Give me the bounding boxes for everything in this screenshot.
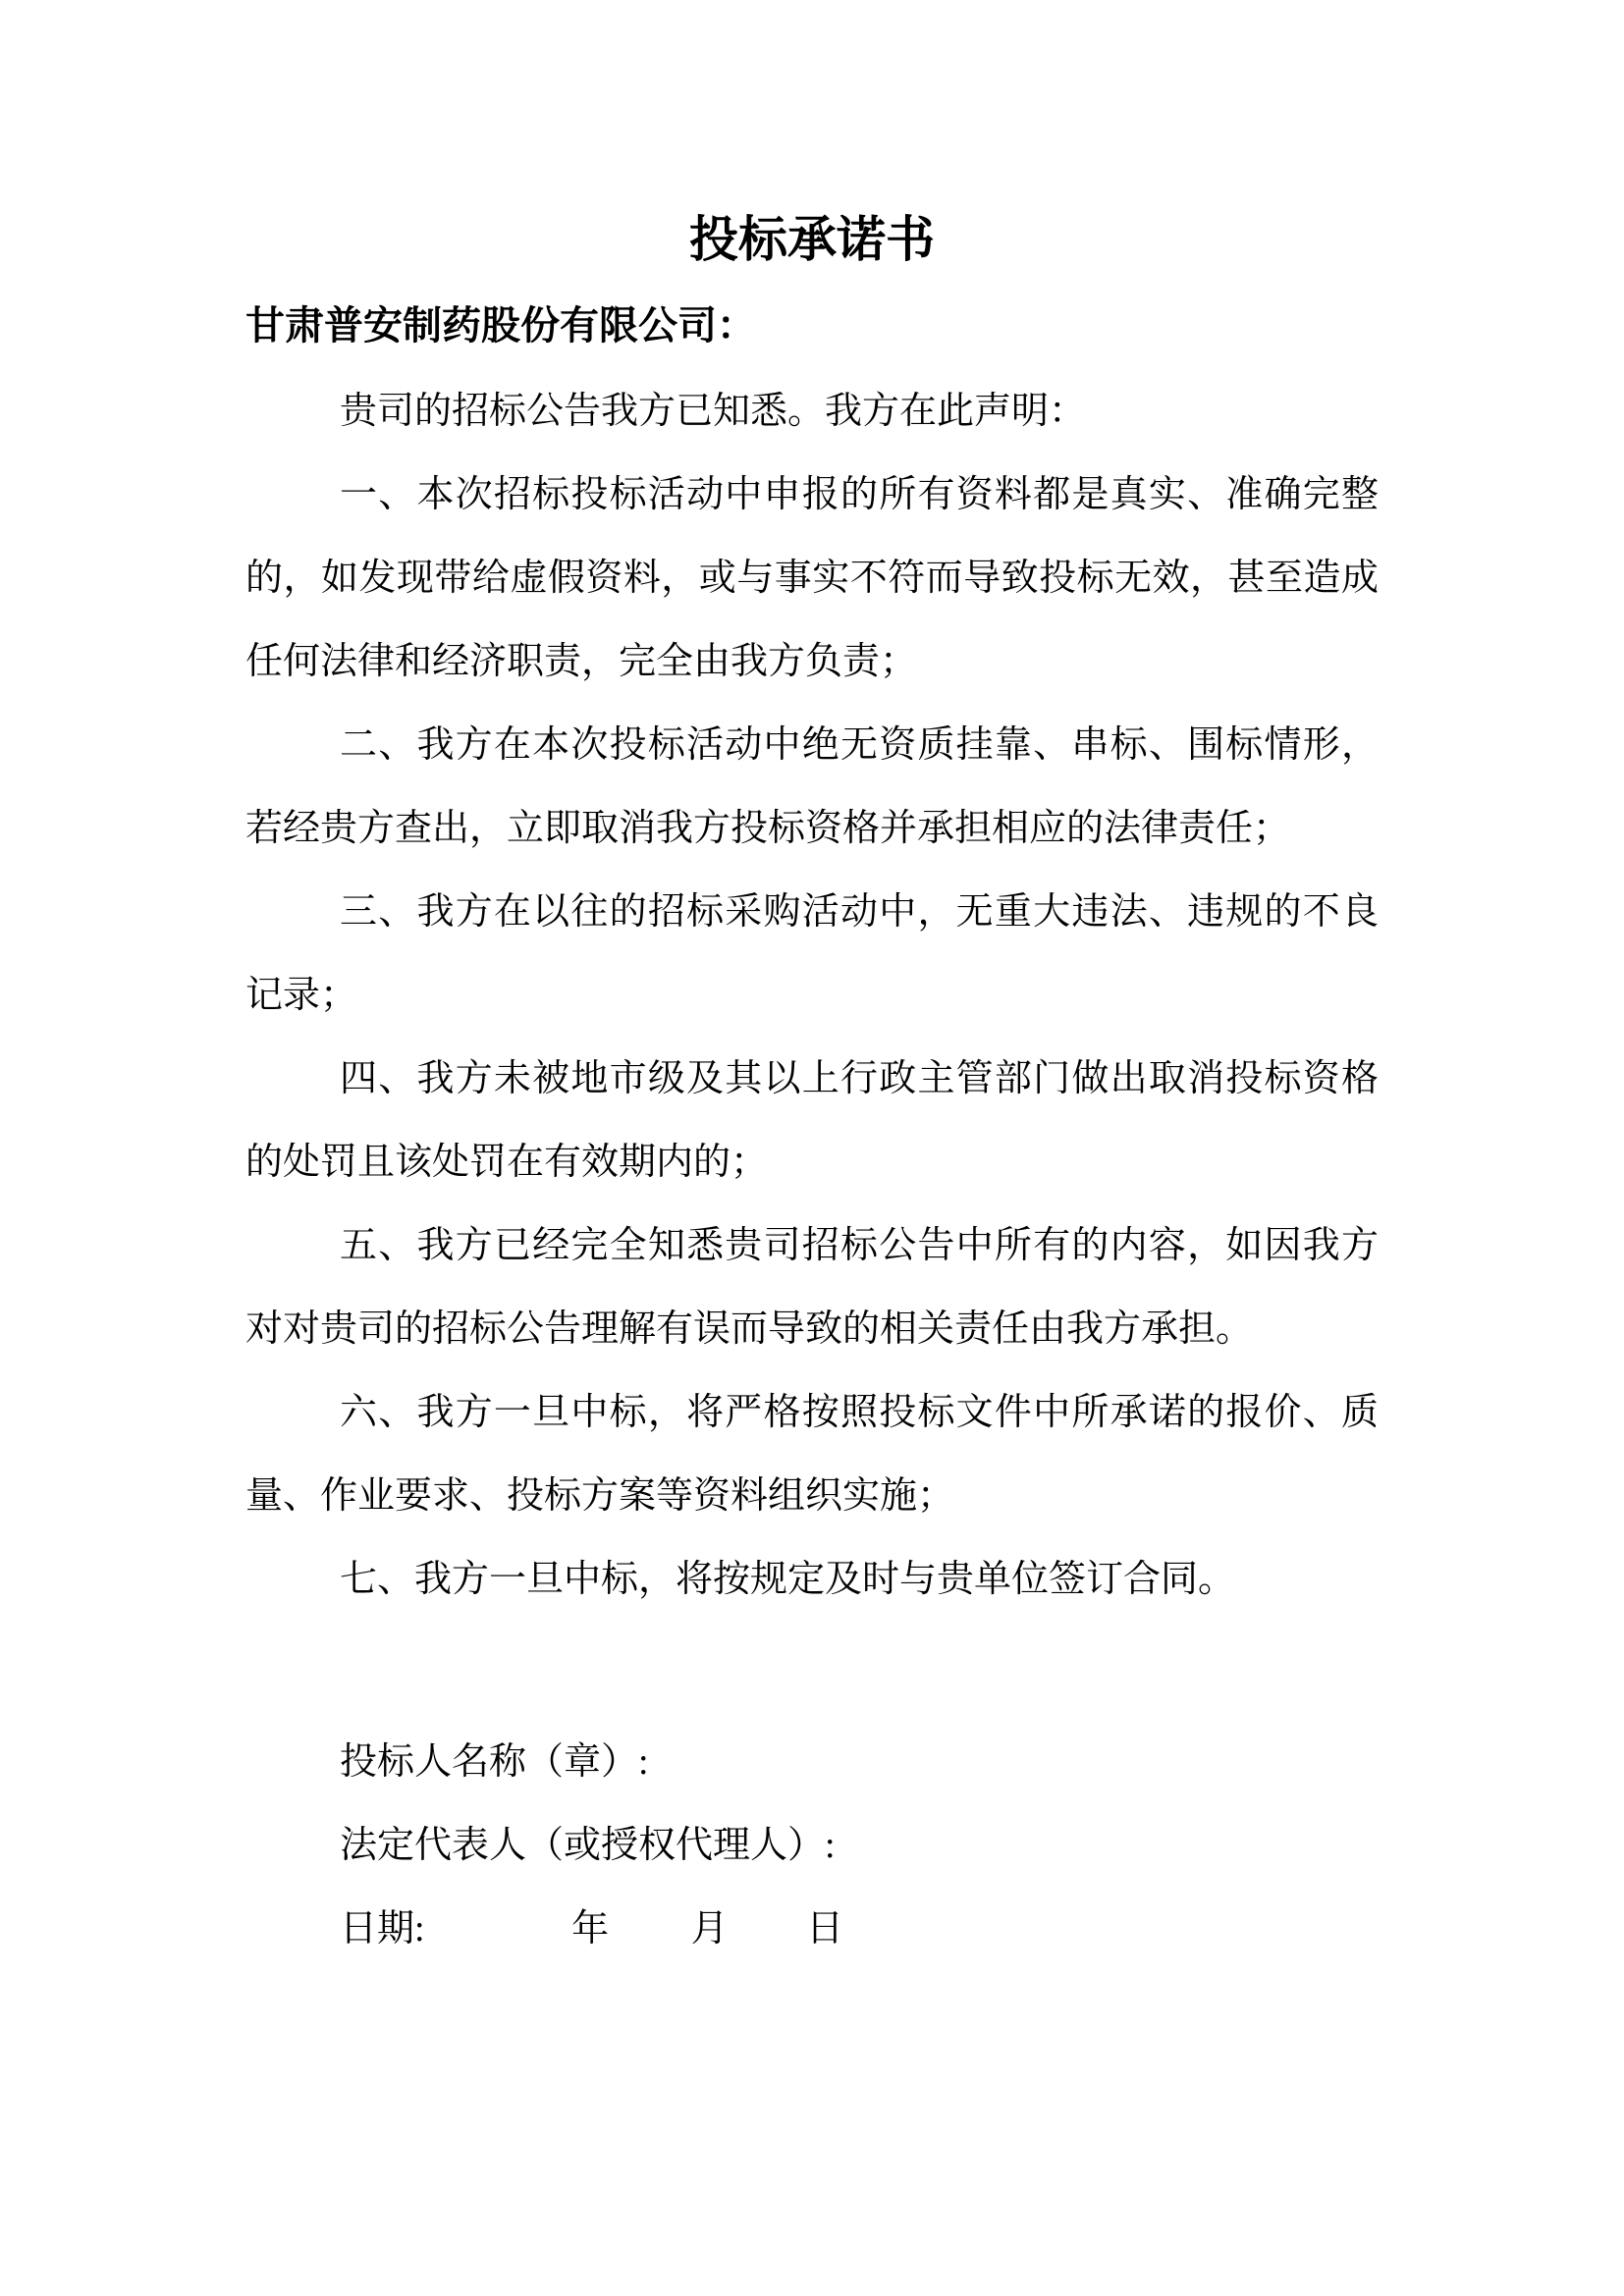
page-title: 投标承诺书 bbox=[689, 212, 935, 267]
clause-5: 五、我方已经完全知悉贵司招标公告中所有的内容，如因我方对对贵司的招标公告理解有误而导致的相关责任由我方承担。 bbox=[245, 1225, 1379, 1350]
document-body bbox=[245, 370, 1379, 1622]
bidder-name-line: 投标人名称（章）: bbox=[340, 1741, 649, 1783]
clause-4: 四、我方未被地市级及其以上行政主管部门做出取消投标资格的处罚且该处罚在有效期内的； bbox=[245, 1058, 1379, 1183]
legal-representative-line: 法定代表人（或授权代理人）: bbox=[340, 1825, 836, 1866]
date-year-label: 年 bbox=[571, 1908, 610, 1949]
date-day-label: 日 bbox=[806, 1908, 844, 1949]
clause-6: 六、我方一旦中标，将严格按照投标文件中所承诺的报价、质量、作业要求、投标方案等资料组织实施； bbox=[245, 1392, 1379, 1517]
date-month-label: 月 bbox=[690, 1908, 729, 1949]
clause-3: 三、我方在以往的招标采购活动中，无重大违法、违规的不良记录； bbox=[245, 891, 1379, 1016]
signature-block bbox=[245, 1721, 1379, 1971]
clause-7: 七、我方一旦中标，将按规定及时与贵单位签订合同。 bbox=[340, 1559, 1236, 1600]
clause-1: 一、本次招标投标活动中申报的所有资料都是真实、准确完整的，如发现带给虚假资料，或与事实不符而导致投标无效，甚至造成任何法律和经济职责，完全由我方负责； bbox=[245, 474, 1379, 682]
addressee-line: 甘肃普安制药股份有限公司： bbox=[245, 304, 756, 347]
intro-paragraph: 贵司的招标公告我方已知悉。我方在此声明： bbox=[340, 391, 1087, 432]
clause-2: 二、我方在本次投标活动中绝无资质挂靠、串标、围标情形，若经贵方查出，立即取消我方投标资格并承担相应的法律责任； bbox=[245, 724, 1379, 849]
date-label: 日期: bbox=[340, 1908, 425, 1949]
date-line bbox=[245, 1888, 1379, 1971]
